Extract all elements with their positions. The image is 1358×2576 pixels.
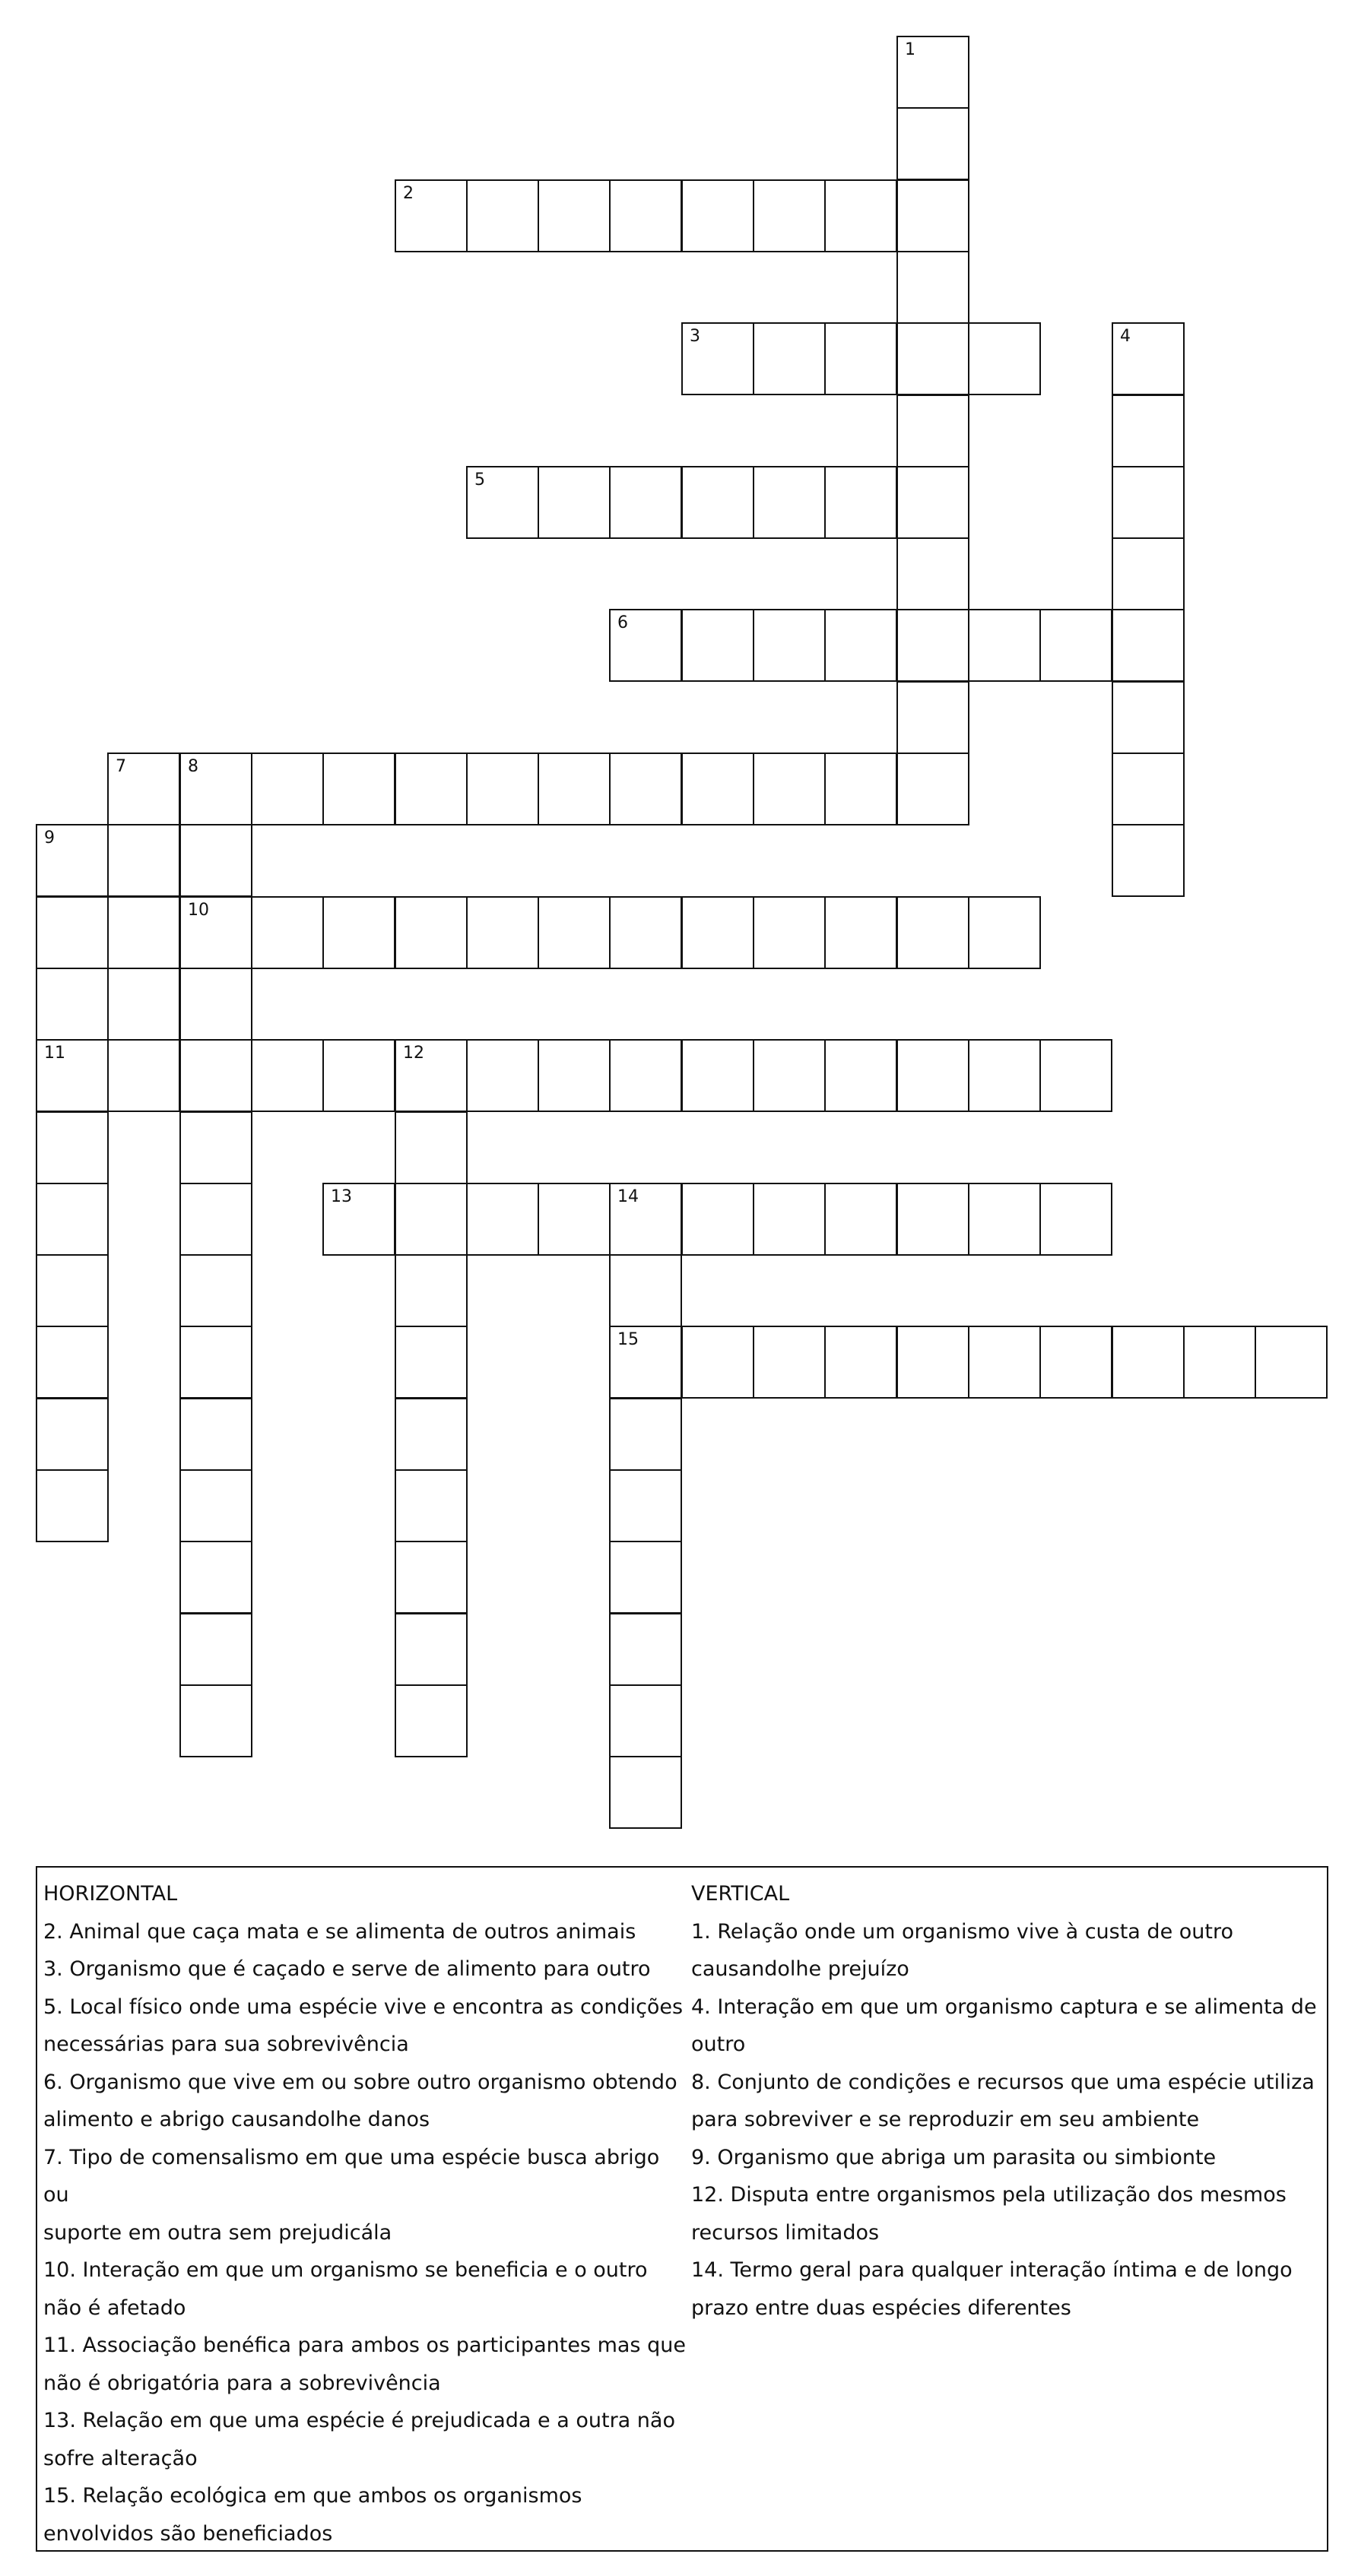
grid-cell[interactable] — [753, 466, 826, 539]
grid-cell-10[interactable] — [179, 896, 252, 969]
clue-h-2: 2. Animal que caça mata e se alimenta de outros animais — [43, 1919, 636, 1944]
clue-number: 3 — [690, 327, 700, 346]
grid-cell[interactable] — [753, 1039, 826, 1112]
grid-cell[interactable] — [395, 1398, 468, 1471]
grid-cell[interactable] — [824, 609, 897, 682]
clue-h-10: 10. Interação em que um organismo se beneficia e o outro não é afetado — [43, 2258, 648, 2320]
grid-cell[interactable] — [395, 1111, 468, 1184]
clue-v-8: 8. Conjunto de condições e recursos que uma espécie utiliza para sobreviver e se reproduzir em seu ambiente — [691, 2070, 1315, 2131]
grid-cell-7[interactable] — [107, 753, 180, 825]
clue-number: 7 — [116, 757, 126, 776]
grid-cell-6[interactable] — [609, 609, 682, 682]
grid-cell[interactable] — [179, 968, 252, 1041]
grid-cell[interactable] — [466, 753, 539, 825]
clue-number: 6 — [617, 613, 628, 632]
grid-cell[interactable] — [609, 896, 682, 969]
grid-cell[interactable] — [896, 537, 969, 610]
grid-cell[interactable] — [896, 681, 969, 754]
clue-h-11: 11. Associação benéfica para ambos os participantes mas que não é obrigatória para a sobrevivência — [43, 2334, 686, 2395]
grid-cell[interactable] — [609, 1613, 682, 1686]
clue-h-15: 15. Relação ecológica em que ambos os organismos envolvidos são beneficiados — [43, 2484, 582, 2546]
grid-cell[interactable] — [824, 322, 897, 395]
grid-cell[interactable] — [609, 179, 682, 252]
grid-cell[interactable] — [753, 609, 826, 682]
clue-h-7: 7. Tipo de comensalismo em que uma espécie busca abrigo ou suporte em outra sem prejudicála — [43, 2145, 660, 2245]
grid-cell[interactable] — [753, 753, 826, 825]
grid-cell[interactable] — [824, 896, 897, 969]
grid-cell[interactable] — [36, 968, 109, 1041]
grid-cell[interactable] — [753, 896, 826, 969]
grid-cell[interactable] — [1112, 537, 1185, 610]
grid-cell[interactable] — [251, 753, 324, 825]
grid-cell[interactable] — [1039, 1183, 1112, 1256]
grid-cell-13[interactable] — [322, 1183, 395, 1256]
grid-cell[interactable] — [538, 1039, 611, 1112]
grid-cell[interactable] — [395, 896, 468, 969]
grid-cell[interactable] — [36, 1183, 109, 1256]
grid-cell[interactable] — [1112, 394, 1185, 467]
grid-cell[interactable] — [538, 466, 611, 539]
grid-cell[interactable] — [896, 1326, 969, 1399]
grid-cell[interactable] — [395, 1541, 468, 1614]
grid-cell[interactable] — [1112, 1326, 1185, 1399]
clue-number: 9 — [44, 829, 55, 848]
grid-cell[interactable] — [1039, 1039, 1112, 1112]
grid-cell[interactable] — [609, 466, 682, 539]
clue-number: 4 — [1120, 327, 1131, 346]
grid-cell[interactable] — [896, 179, 969, 252]
clue-number: 10 — [188, 901, 209, 920]
grid-cell-2[interactable] — [395, 179, 468, 252]
clue-h-6: 6. Organismo que vive em ou sobre outro organismo obtendo alimento e abrigo causandolhe danos — [43, 2070, 677, 2131]
clue-h-13: 13. Relação em que uma espécie é prejudicada e a outra não sofre alteração — [43, 2409, 675, 2470]
grid-cell[interactable] — [179, 1398, 252, 1471]
grid-cell[interactable] — [538, 896, 611, 969]
grid-cell[interactable] — [395, 1254, 468, 1327]
grid-cell[interactable] — [681, 1326, 754, 1399]
grid-cell[interactable] — [609, 1398, 682, 1471]
grid-cell[interactable] — [681, 179, 754, 252]
grid-cell[interactable] — [681, 753, 754, 825]
grid-cell[interactable] — [1112, 753, 1185, 825]
clue-number: 13 — [331, 1187, 352, 1206]
clue-v-1: 1. Relação onde um organismo vive à custa de outro causandolhe prejuízo — [691, 1919, 1234, 1981]
grid-cell[interactable] — [1255, 1326, 1328, 1399]
grid-cell[interactable] — [538, 753, 611, 825]
grid-cell[interactable] — [1112, 681, 1185, 754]
grid-cell[interactable] — [1112, 609, 1185, 682]
grid-cell[interactable] — [681, 609, 754, 682]
grid-cell[interactable] — [896, 1039, 969, 1112]
grid-cell-12[interactable] — [395, 1039, 468, 1112]
grid-cell[interactable] — [538, 179, 611, 252]
grid-cell[interactable] — [179, 1326, 252, 1399]
grid-cell[interactable] — [322, 1039, 395, 1112]
grid-cell[interactable] — [395, 1613, 468, 1686]
grid-cell[interactable] — [36, 1254, 109, 1327]
grid-cell[interactable] — [1112, 466, 1185, 539]
clue-v-4: 4. Interação em que um organismo captura e se alimenta de outro — [691, 1995, 1317, 2056]
grid-cell[interactable] — [609, 1039, 682, 1112]
grid-cell[interactable] — [968, 609, 1041, 682]
grid-cell[interactable] — [179, 1111, 252, 1184]
grid-cell[interactable] — [896, 251, 969, 324]
grid-cell[interactable] — [753, 322, 826, 395]
grid-cell[interactable] — [824, 466, 897, 539]
grid-cell[interactable] — [609, 1254, 682, 1327]
grid-cell[interactable] — [609, 1469, 682, 1542]
grid-cell[interactable] — [753, 1183, 826, 1256]
clue-number: 11 — [44, 1044, 65, 1063]
grid-cell-14[interactable] — [609, 1183, 682, 1256]
grid-cell[interactable] — [681, 896, 754, 969]
grid-cell[interactable] — [322, 896, 395, 969]
grid-cell[interactable] — [1039, 1326, 1112, 1399]
grid-cell[interactable] — [1039, 609, 1112, 682]
grid-cell-9[interactable] — [36, 824, 109, 897]
horizontal-clues — [43, 1875, 690, 2552]
grid-cell[interactable] — [896, 1183, 969, 1256]
grid-cell[interactable] — [824, 1183, 897, 1256]
grid-cell-11[interactable] — [36, 1039, 109, 1112]
grid-cell[interactable] — [179, 1469, 252, 1542]
clue-v-9: 9. Organismo que abriga um parasita ou simbionte — [691, 2145, 1217, 2169]
grid-cell[interactable] — [395, 1684, 468, 1757]
grid-cell[interactable] — [609, 1756, 682, 1829]
grid-cell-3[interactable] — [681, 322, 754, 395]
clue-h-3: 3. Organismo que é caçado e serve de alimento para outro — [43, 1957, 651, 1981]
grid-cell[interactable] — [107, 1039, 180, 1112]
clue-number: 5 — [474, 471, 485, 490]
grid-cell[interactable] — [609, 753, 682, 825]
grid-cell[interactable] — [395, 1183, 468, 1256]
grid-cell[interactable] — [395, 1469, 468, 1542]
grid-cell[interactable] — [1183, 1326, 1256, 1399]
clue-v-12: 12. Disputa entre organismos pela utilização dos mesmos recursos limitados — [691, 2183, 1287, 2245]
grid-cell[interactable] — [681, 1039, 754, 1112]
grid-cell[interactable] — [107, 968, 180, 1041]
grid-cell[interactable] — [36, 1111, 109, 1184]
grid-cell[interactable] — [968, 896, 1041, 969]
clue-number: 2 — [403, 184, 414, 203]
grid-cell[interactable] — [896, 394, 969, 467]
grid-cell[interactable] — [824, 179, 897, 252]
grid-cell[interactable] — [179, 1684, 252, 1757]
grid-cell[interactable] — [179, 1183, 252, 1256]
horizontal-heading: HORIZONTAL — [43, 1882, 178, 1906]
clue-number: 1 — [905, 40, 915, 59]
grid-cell[interactable] — [466, 179, 539, 252]
grid-cell[interactable] — [466, 1039, 539, 1112]
grid-cell[interactable] — [251, 896, 324, 969]
grid-cell[interactable] — [36, 1326, 109, 1399]
grid-cell[interactable] — [107, 824, 180, 897]
vertical-clues — [691, 1875, 1322, 2327]
grid-cell-1[interactable] — [896, 36, 969, 109]
grid-cell[interactable] — [753, 179, 826, 252]
clues-box — [36, 1866, 1328, 2552]
grid-cell[interactable] — [36, 1469, 109, 1542]
clue-h-5: 5. Local físico onde uma espécie vive e encontra as condições necessárias para sua sobrevivência — [43, 1995, 684, 2056]
grid-cell[interactable] — [824, 1326, 897, 1399]
grid-cell[interactable] — [896, 466, 969, 539]
grid-cell[interactable] — [681, 466, 754, 539]
grid-cell[interactable] — [896, 107, 969, 180]
grid-cell[interactable] — [179, 1039, 252, 1112]
grid-cell[interactable] — [753, 1326, 826, 1399]
clue-number: 8 — [188, 757, 198, 776]
grid-cell[interactable] — [968, 1326, 1041, 1399]
vertical-heading: VERTICAL — [691, 1882, 790, 1906]
grid-cell[interactable] — [1112, 824, 1185, 897]
grid-cell[interactable] — [322, 753, 395, 825]
grid-cell[interactable] — [179, 1613, 252, 1686]
grid-cell[interactable] — [179, 824, 252, 897]
grid-cell[interactable] — [179, 1254, 252, 1327]
grid-cell[interactable] — [466, 1183, 539, 1256]
grid-cell[interactable] — [681, 1183, 754, 1256]
grid-cell[interactable] — [968, 1039, 1041, 1112]
grid-cell-5[interactable] — [466, 466, 539, 539]
clue-number: 12 — [403, 1044, 424, 1063]
grid-cell[interactable] — [107, 896, 180, 969]
clue-number: 14 — [617, 1187, 639, 1206]
clue-number: 15 — [617, 1330, 639, 1349]
grid-cell[interactable] — [896, 609, 969, 682]
grid-cell[interactable] — [609, 1684, 682, 1757]
grid-cell[interactable] — [968, 1183, 1041, 1256]
clue-v-14: 14. Termo geral para qualquer interação íntima e de longo prazo entre duas espécies diferentes — [691, 2258, 1293, 2320]
grid-cell[interactable] — [395, 753, 468, 825]
grid-cell[interactable] — [395, 1326, 468, 1399]
grid-cell[interactable] — [538, 1183, 611, 1256]
grid-cell[interactable] — [251, 1039, 324, 1112]
grid-cell[interactable] — [968, 322, 1041, 395]
grid-cell[interactable] — [896, 896, 969, 969]
grid-cell[interactable] — [36, 1398, 109, 1471]
grid-cell[interactable] — [896, 753, 969, 825]
grid-cell[interactable] — [466, 896, 539, 969]
grid-cell[interactable] — [824, 753, 897, 825]
grid-cell[interactable] — [824, 1039, 897, 1112]
grid-cell[interactable] — [896, 322, 969, 395]
grid-cell[interactable] — [179, 1541, 252, 1614]
grid-cell-8[interactable] — [179, 753, 252, 825]
grid-cell-15[interactable] — [609, 1326, 682, 1399]
grid-cell[interactable] — [609, 1541, 682, 1614]
grid-cell[interactable] — [36, 896, 109, 969]
grid-cell-4[interactable] — [1112, 322, 1185, 395]
